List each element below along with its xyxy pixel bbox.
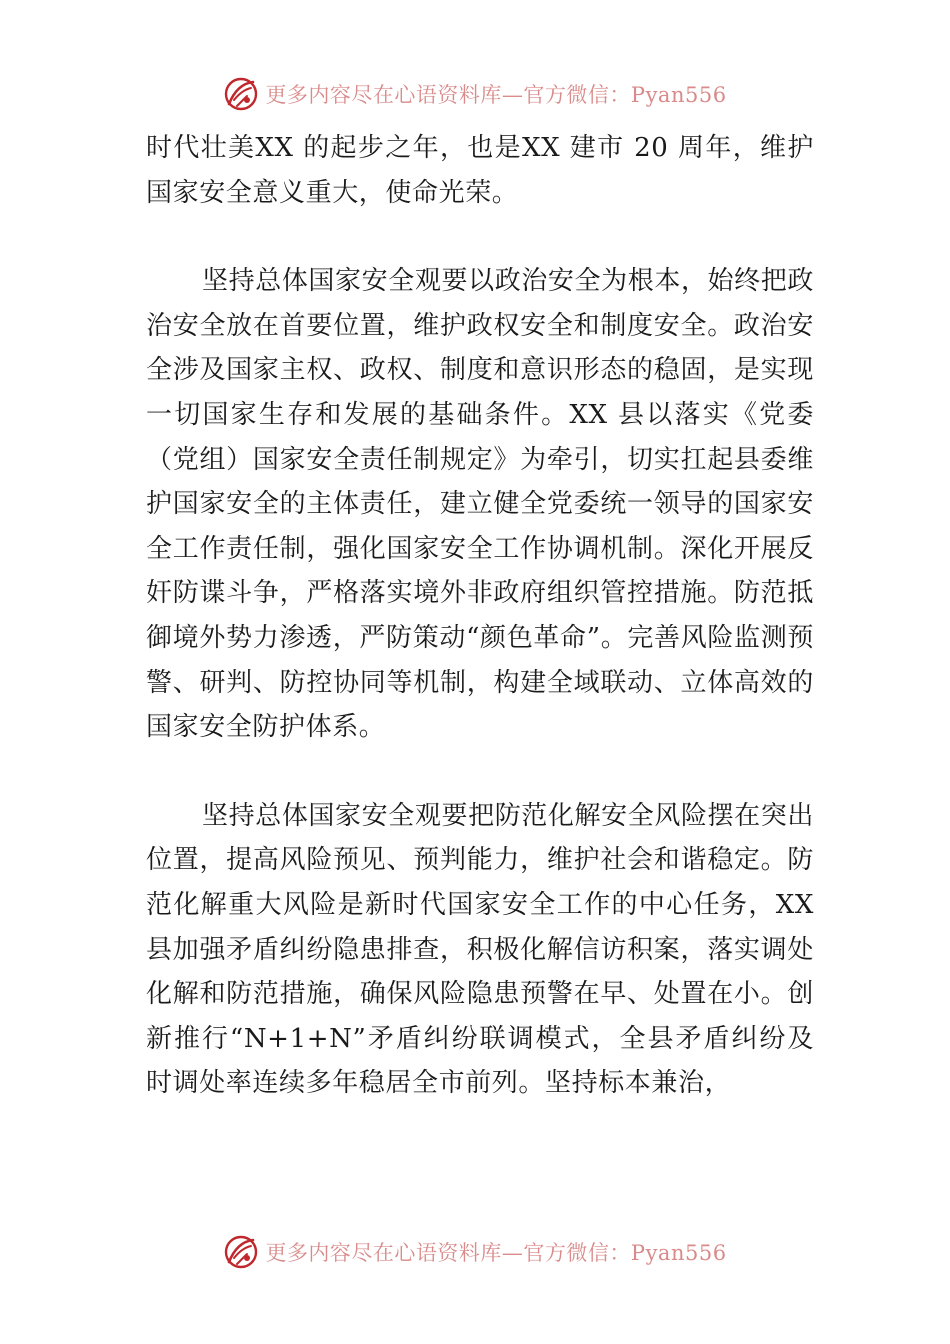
footer-banner-text: 更多内容尽在心语资料库—官方微信：Pyan556	[265, 1241, 727, 1265]
header-banner-text: 更多内容尽在心语资料库—官方微信：Pyan556	[265, 83, 727, 107]
header-banner	[0, 70, 950, 118]
document-body	[146, 126, 814, 1106]
paragraph-2: 坚持总体国家安全观要以政治安全为根本，始终把政治安全放在首要位置，维护政权安全和制度安全。政治安全涉及国家主权、政权、制度和意识形态的稳固，是实现一切国家生存和发展的基础条件。XX 县以落实《党委（党组）国家安全责任制规定》为牵引，切实扛起县委维护国家安全的主体责任，建立健全党委统一领导的国家安全工作责任制，强化国家安全工作协调机制。深化开展反奸防谍斗争，严格落实境外非政府组织管控措施。防范抵御境外势力渗透，严防策动“颜色革命”。完善风险监测预警、研判、防控协同等机制，构建全域联动、立体高效的国家安全防护体系。	[146, 266, 814, 743]
seal-logo-icon	[223, 1234, 259, 1270]
paragraph-3: 坚持总体国家安全观要把防范化解安全风险摆在突出位置，提高风险预见、预判能力，维护社会和谐稳定。防范化解重大风险是新时代国家安全工作的中心任务，XX 县加强矛盾纠纷隐患排查，积极化解信访积案，落实调处化解和防范措施，确保风险隐患预警在早、处置在小。创新推行“N+1+N”矛盾纠纷联调模式，全县矛盾纠纷及时调处率连续多年稳居全市前列。坚持标本兼治，	[146, 800, 814, 1099]
seal-logo-icon	[223, 76, 259, 112]
paragraph-1: 时代壮美XX 的起步之年，也是XX 建市 20 周年，维护国家安全意义重大，使命光荣。	[146, 133, 814, 208]
footer-banner	[0, 1228, 950, 1276]
